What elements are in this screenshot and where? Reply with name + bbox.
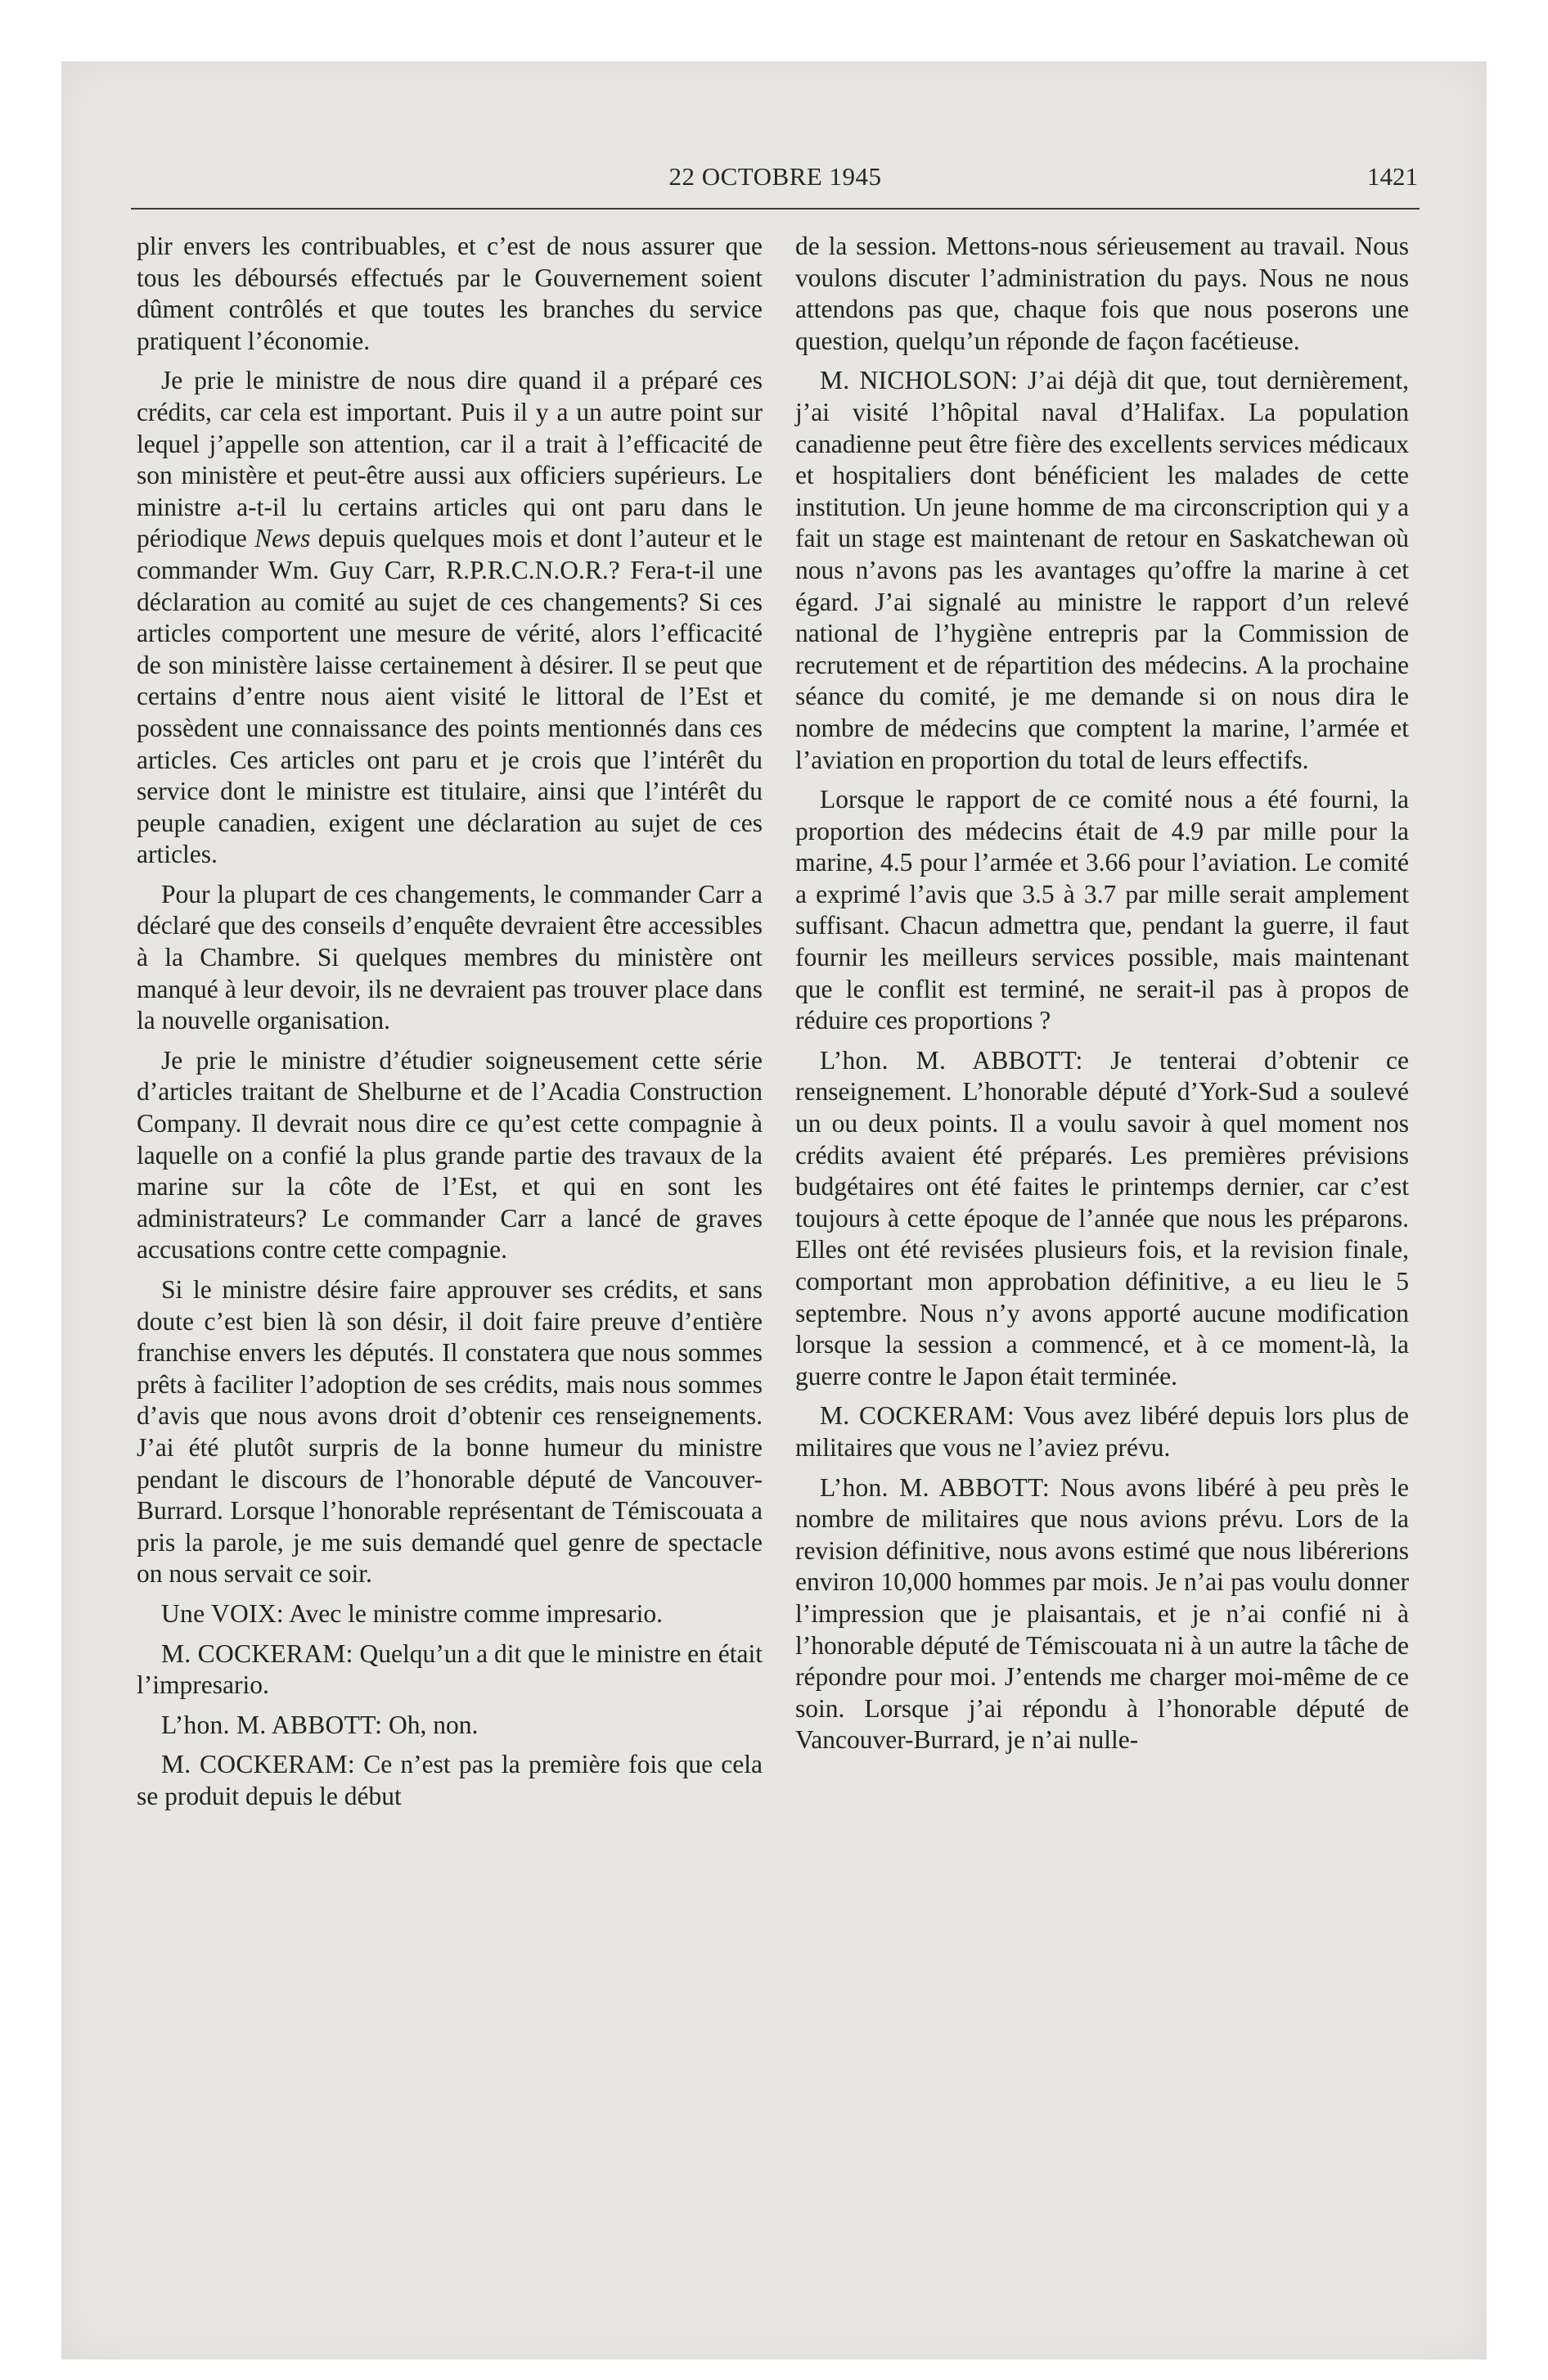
header-rule (131, 208, 1420, 210)
speech (795, 1400, 1409, 1463)
speaker-name: M. COCKERAM: (820, 1401, 1015, 1431)
right-column (795, 231, 1409, 1756)
left-column (137, 231, 763, 1813)
speech (137, 1710, 763, 1742)
speech-text: J’ai déjà dit que, tout dernièrement, j’ai visité l’hôpital naval d’Halifax. La population canadienne peut être fière des excellents services médicaux et hospitaliers dont bénéficient les malades de cette institution. Un jeune homme de ma circonscription qui y a fait un stage est maintenant de retour en Saskatchewan où nous n’avons pas les avantages qu’offre la marine à cet égard. J’ai signalé au ministre le rapport d’un relevé national de l’hygiène entrepris par la Commission de recrutement et de répartition des médecins. A la prochaine séance du comité, je me demande si on nous dira le nombre de médecins que comptent la marine, l’armée et l’aviation en proportion du total de leurs effectifs. (795, 366, 1409, 774)
speech-text: Avec le ministre comme impresario. (283, 1598, 664, 1628)
speech (795, 1472, 1409, 1756)
paragraph: Pour la plupart de ces changements, le commander Carr a déclaré que des conseils d’enquête devraient être accessibles à la Chambre. Si quelques membres du ministère ont manqué à leur devoir, ils ne devraient pas trouver place dans la nouvelle organisation. (137, 879, 763, 1035)
page-header (131, 156, 1420, 205)
paragraph-text: Je prie le ministre de nous dire quand il a préparé ces crédits, car cela est important. Puis il y a un autre point sur lequel j’appelle son attention, car il a trait à l’efficacité de son ministère et peut-être aussi aux officiers supérieurs. Le ministre a-t-il lu certains articles qui ont paru dans le périodique (137, 366, 763, 553)
speech-text: Oh, non. (382, 1710, 479, 1739)
paragraph (137, 365, 763, 871)
speech-text: Nous avons libéré à peu près le nombre de militaires que nous avions prévu. Lors de la revision définitive, nous avons estimé que nous libérerions environ 10,000 hommes par mois. Je n’ai pas voulu donner l’impression que je plaisantais, et je n’ai confié ni à l’honorable député de Témiscouata ni à un autre la tâche de répondre pour moi. J’entends me charger moi-même de ce soin. Lorsque j’ai répondu à l’honorable député de Vancouver-Burrard, je n’ai nulle- (795, 1472, 1409, 1755)
speaker-name: L’hon. M. ABBOTT: (820, 1045, 1083, 1075)
speech-text: Quelqu’un a dit que le ministre en était l’impresario. (137, 1639, 763, 1700)
paragraph: Si le ministre désire faire approuver ses crédits, et sans doute c’est bien là son désir, il doit faire preuve d’entière franchise envers les députés. Il constatera que nous sommes prêts à faciliter l’adoption de ses crédits, mais nous sommes d’avis que nous avons droit d’obtenir ces renseignements. J’ai été plutôt surpris de la bonne humeur du ministre pendant le discours de l’honorable député de Vancouver-Burrard. Lorsque l’honorable représentant de Témiscouata a pris la parole, je me suis demandé quel genre de spectacle on nous servait ce soir. (137, 1275, 763, 1589)
speaker-name: M. COCKERAM: (161, 1750, 355, 1779)
paragraph: plir envers les contribuables, et c’est de nous assurer que tous les déboursés effectués par le Gouvernement soient dûment contrôlés et que toutes les branches du service pratiquent l’économie. (137, 232, 763, 355)
speech (137, 1639, 763, 1702)
speaker-name: L’hon. M. ABBOTT: (820, 1472, 1050, 1502)
speech (137, 1598, 763, 1630)
paragraph-text: depuis quelques mois et dont l’auteur et le commander Wm. Guy Carr, R.P.R.C.N.O.R.? Fera-t-il une déclaration au comité au sujet de ces changements? Si ces articles comportent une mesure de vérité, alors l’efficacité de son ministère laisse certainement à désirer. Il se peut que certains d’entre nous aient visité le littoral de l’Est et possèdent une connaissance des points mentionnés dans ces articles. Ces articles ont paru et je crois que l’intérêt du service dont le ministre est titulaire, ainsi que l’intérêt du peuple canadien, exigent une déclaration au sujet de ces articles. (137, 524, 763, 869)
speech (795, 1045, 1409, 1393)
paragraph: Lorsque le rapport de ce comité nous a été fourni, la proportion des médecins était de 4.9 par mille pour la marine, 4.5 pour l’armée et 3.66 pour l’aviation. Le comité a exprimé l’avis que 3.5 à 3.7 par mille serait amplement suffisant. Chacun admettra que, pendant la guerre, il faut fournir les meilleurs services possible, mais maintenant que le conflit est terminé, ne serait-il pas à propos de réduire ces proportions ? (795, 785, 1409, 1035)
speech-text: Ce n’est pas la première fois que cela se produit depuis le début (137, 1750, 763, 1810)
speech-text: Vous avez libéré depuis lors plus de militaires que vous ne l’aviez prévu. (795, 1401, 1409, 1462)
speech (137, 1749, 763, 1812)
speaker-name: Une VOIX: (161, 1598, 284, 1628)
paragraph: Je prie le ministre d’étudier soigneusement cette série d’articles traitant de Shelburne et de l’Acadia Construction Company. Il devrait nous dire ce qu’est cette compagnie à laquelle on a confié la plus grande partie des travaux de la marine sur la côte de l’Est, et qui en sont les administrateurs? Le commander Carr a lancé de graves accusations contre cette compagnie. (137, 1045, 763, 1264)
paragraph: de la session. Mettons-nous sérieusement au travail. Nous voulons discuter l’administration du pays. Nous ne nous attendons pas que, chaque fois que nous poserons une question, quelqu’un réponde de façon facétieuse. (795, 232, 1409, 355)
periodical-title: News (254, 524, 311, 553)
speaker-name: M. NICHOLSON: (820, 366, 1019, 395)
speaker-name: M. COCKERAM: (161, 1639, 353, 1668)
page-number: 1421 (1367, 162, 1418, 191)
header-date: 22 OCTOBRE 1945 (668, 162, 882, 191)
speaker-name: L’hon. M. ABBOTT: (161, 1710, 383, 1739)
speech (795, 365, 1409, 776)
speech-text: Je tenterai d’obtenir ce renseignement. L’honorable député d’York-Sud a soulevé un ou deux points. Il a voulu savoir à quel moment nos crédits avaient été préparés. Les premières prévisions budgétaires ont été faites le printemps dernier, car c’est toujours à cette époque de l’année que nous les préparons. Elles ont été revisées plusieurs fois, et la revision finale, comportant mon approbation définitive, a eu lieu le 5 septembre. Nous n’y avons apporté aucune modification lorsque la session a commencé, et à ce moment-là, la guerre contre le Japon était terminée. (795, 1045, 1409, 1391)
